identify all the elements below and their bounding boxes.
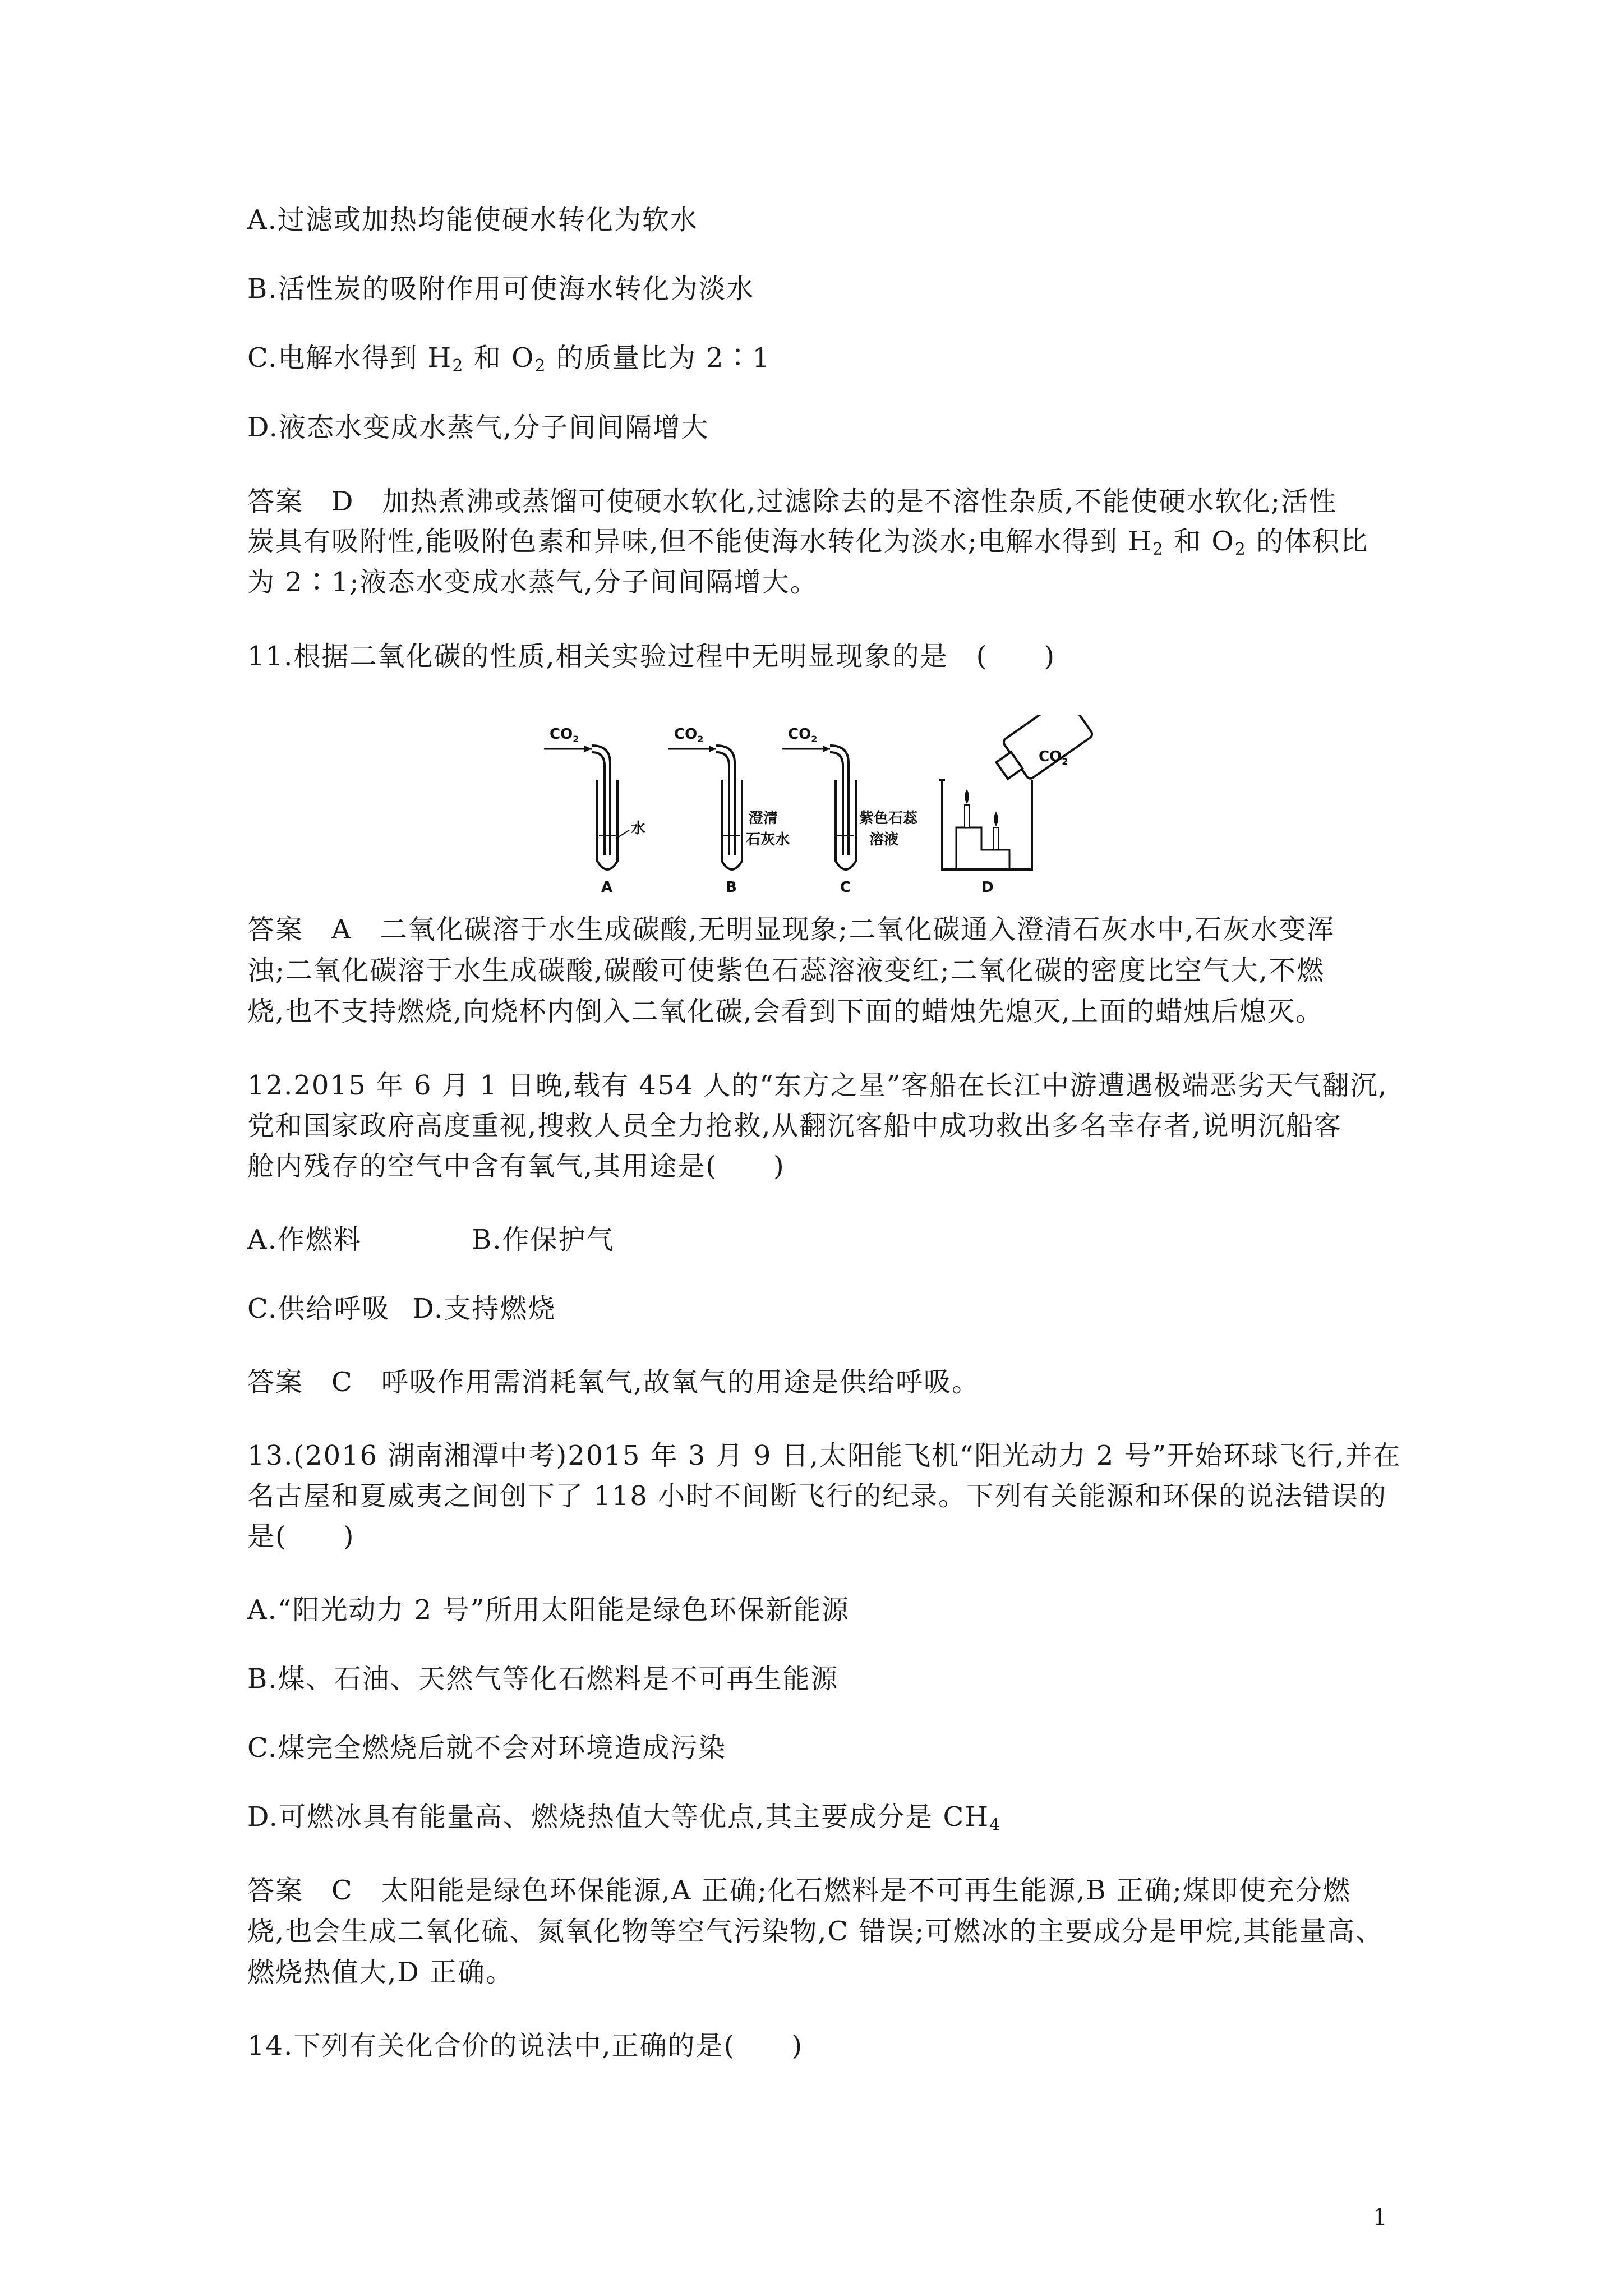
co2-experiment-figure [538,715,1099,895]
q13-option-d-text: D.可燃冰具有能量高、燃烧热值大等优点,其主要成分是 CH [247,1801,990,1833]
apparatus-a [544,726,645,895]
apparatus-d [939,715,1094,895]
limewater-label: 澄清 [749,810,778,827]
q13-answer-line: 烧,也会生成二氧化硫、氮氧化物等空气污染物,C 错误;可燃冰的主要成分是甲烷,其能量高、 [247,1916,1384,1947]
q10-answer-text: 和 O [1174,526,1235,557]
q10-option-a: A.过滤或加热均能使硬水转化为软水 [247,204,698,236]
litmus-label: 紫色石蕊 [859,810,918,827]
label-a: A [601,879,613,895]
q12-option-d: D.支持燃烧 [412,1293,556,1324]
q10-option-c-text: 的质量比为 2∶1 [556,342,771,374]
q10-answer-line: 答案 D 加热煮沸或蒸馏可使硬水软化,过滤除去的是不溶性杂质,不能使硬水软化;活性 [247,486,1338,517]
q12-stem-line: 舱内残存的空气中含有氧气,其用途是( ) [247,1151,785,1182]
q10-option-d: D.液态水变成水蒸气,分子间间隔增大 [247,412,709,443]
q13-option-d [247,1800,1001,1834]
q12-stem-line: 党和国家政府高度重视,搜救人员全力抢救,从翻沉客船中成功救出多名幸存者,说明沉船客 [247,1110,1342,1142]
page-number: 1 [1373,2205,1387,2230]
q10-answer-line [247,524,1368,558]
co2-label: $CO_2$ [788,726,818,744]
q13-answer-line: 答案 C 太阳能是绿色环保能源,A 正确;化石燃料是不可再生能源,B 正确;煤即使充分燃 [247,1875,1352,1906]
q13-stem-line: 名古屋和夏威夷之间创下了 118 小时不间断飞行的纪录。下列有关能源和环保的说法错误的 [247,1480,1387,1512]
q12-stem-line: 12.2015 年 6 月 1 日晚,载有 454 人的“东方之星”客船在长江中游遭遇极端恶劣天气翻沉, [247,1070,1388,1101]
q10-option-c [247,341,771,375]
limewater-label: 石灰水 [746,831,790,848]
litmus-label: 溶液 [869,831,899,848]
q11-answer-line: 烧,也不支持燃烧,向烧杯内倒入二氧化碳,会看到下面的蜡烛先熄灭,上面的蜡烛后熄灭。 [247,996,1324,1027]
apparatus-c [782,726,918,895]
q13-stem-line: 13.(2016 湖南湘潭中考)2015 年 3 月 9 日,太阳能飞机“阳光动力 2 号”开始环球飞行,并在 [247,1440,1401,1471]
co2-label: $CO_2$ [550,726,579,744]
q12-option-c: C.供给呼吸 [247,1293,390,1324]
apparatus-b [668,726,790,895]
label-c: C [840,879,851,895]
q12-option-a: A.作燃料 [247,1224,362,1255]
label-d: D [981,879,994,895]
q10-answer-text: 炭具有吸附性,能吸附色素和异味,但不能使海水转化为淡水;电解水得到 H [247,526,1152,557]
q10-answer-line: 为 2∶1;液态水变成水蒸气,分子间间隔增大。 [247,567,818,598]
q14-stem: 14.下列有关化合价的说法中,正确的是( ) [247,2030,804,2062]
q11-answer-line: 答案 A 二氧化碳溶于水生成碳酸,无明显现象;二氧化碳通入澄清石灰水中,石灰水变浑 [247,914,1335,945]
q11-answer-line: 浊;二氧化碳溶于水生成碳酸,碳酸可使紫色石蕊溶液变红;二氧化碳的密度比空气大,不燃 [247,955,1325,986]
co2-label: $CO_2$ [1039,748,1068,767]
q12-options-row [247,1292,556,1326]
subscript: 2 [1152,540,1164,559]
q13-option-b: B.煤、石油、天然气等化石燃料是不可再生能源 [247,1663,839,1695]
q10-option-c-text: C.电解水得到 H [247,342,453,374]
subscript: 2 [1234,540,1247,559]
q11-stem: 11.根据二氧化碳的性质,相关实验过程中无明显现象的是 ( ) [247,641,1056,672]
q13-stem-line: 是( ) [247,1521,355,1552]
q10-option-c-text: 和 O [473,342,535,374]
subscript: 2 [452,356,464,376]
subscript: 4 [989,1815,1002,1835]
label-b: B [726,879,737,895]
q12-answer: 答案 C 呼吸作用需消耗氧气,故氧气的用途是供给呼吸。 [247,1366,980,1398]
subscript: 2 [534,356,547,376]
q10-option-b: B.活性炭的吸附作用可使海水转化为淡水 [247,273,755,305]
q13-answer-line: 燃烧热值大,D 正确。 [247,1957,514,1988]
water-label: 水 [631,820,646,837]
q13-option-c: C.煤完全燃烧后就不会对环境造成污染 [247,1732,727,1764]
q12-options-row [247,1223,615,1257]
q13-option-a: A.“阳光动力 2 号”所用太阳能是绿色环保新能源 [247,1594,850,1626]
q12-option-b: B.作保护气 [472,1224,615,1255]
q10-answer-text: 的体积比 [1256,526,1369,557]
co2-label: $CO_2$ [674,726,704,744]
